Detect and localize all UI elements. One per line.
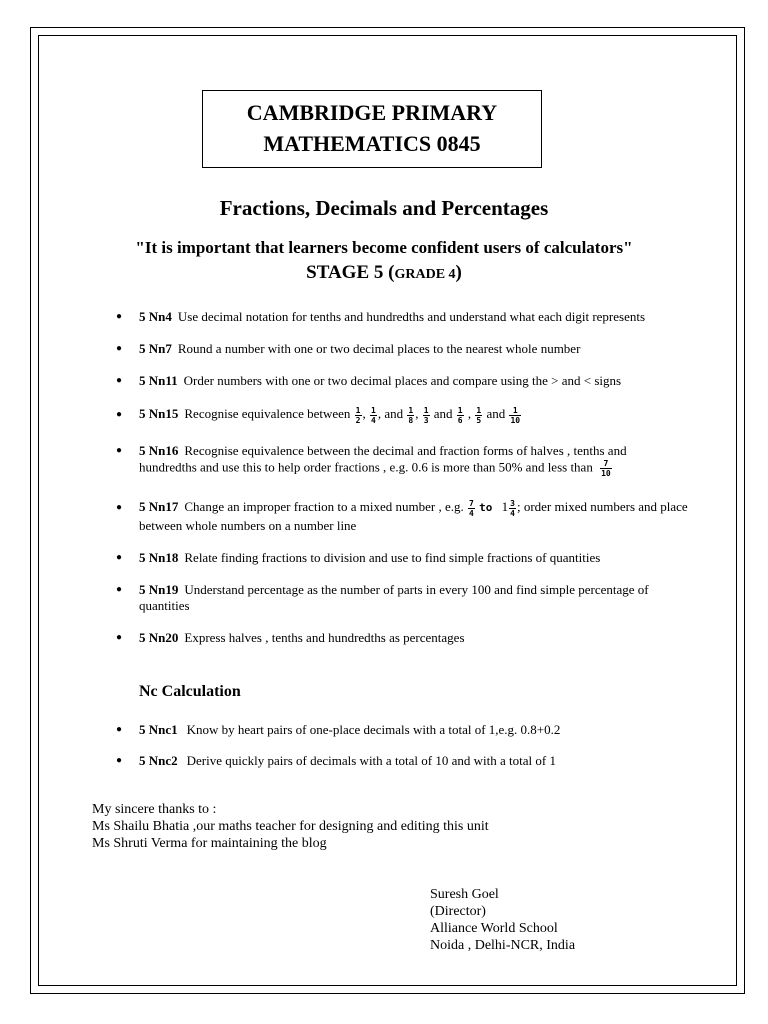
signature-location: Noida , Delhi-NCR, India	[430, 938, 576, 953]
objective-text: Recognise equivalence between	[184, 406, 351, 421]
objective-code: 5 Nn7	[139, 341, 172, 356]
denominator: 3	[423, 415, 429, 425]
fraction-separator: ,	[362, 406, 369, 421]
calc-code: 5 Nnc2	[139, 753, 178, 768]
objective-text-line2: hundredths and use this to help order fractions , e.g. 0.6 is more than 50% and less than	[139, 459, 593, 475]
denominator: 4	[510, 508, 515, 518]
fraction-separator: ,	[464, 406, 475, 421]
fraction	[457, 406, 464, 425]
objective-item	[139, 373, 621, 389]
objective-code: 5 Nn4	[139, 309, 172, 324]
fraction	[423, 406, 430, 425]
objective-text: Use decimal notation for tenths and hundredths and understand what each digit represents	[177, 309, 646, 324]
fraction	[407, 406, 414, 425]
objective-item	[139, 630, 465, 646]
objective-text: Order numbers with one or two decimal places and compare using the > and < signs	[183, 373, 622, 388]
objective-item	[139, 497, 688, 518]
calc-item	[139, 722, 560, 738]
fraction	[600, 459, 612, 478]
bullet-icon: ●	[116, 375, 123, 386]
denominator: 10	[601, 469, 611, 478]
bullet-icon: ●	[116, 502, 123, 513]
thanks-line: Ms Shruti Verma for maintaining the blog	[92, 836, 327, 851]
stage-close: )	[455, 262, 462, 283]
calc-text: Know by heart pairs of one-place decimals with a total of 1,e.g. 0.8+0.2	[186, 722, 561, 737]
signature-name: Suresh Goel	[430, 887, 499, 902]
grade-label: GRADE 4	[394, 267, 456, 282]
objective-item	[139, 582, 649, 614]
fraction-separator: and	[483, 406, 509, 421]
calc-text: Derive quickly pairs of decimals with a total of 10 and with a total of 1	[186, 753, 556, 768]
numerator: 1	[355, 405, 361, 415]
objective-text-line2: quantities	[139, 598, 190, 613]
denominator: 5	[476, 415, 482, 425]
page-subtitle: Fractions, Decimals and Percentages	[219, 196, 549, 220]
signature-block	[430, 886, 575, 954]
objective-code: 5 Nn18	[139, 550, 179, 565]
fraction	[370, 406, 377, 425]
bullet-icon: ●	[116, 724, 123, 735]
calc-code: 5 Nnc1	[139, 722, 178, 737]
bullet-icon: ●	[116, 445, 123, 456]
numerator: 1	[509, 406, 521, 416]
denominator: 10	[510, 415, 521, 425]
thanks-line: My sincere thanks to :	[92, 802, 217, 817]
thanks-block	[92, 801, 489, 852]
numerator: 7	[469, 498, 474, 508]
fraction-list	[354, 405, 522, 425]
title-line-1: CAMBRIDGE PRIMARY	[246, 100, 498, 125]
bullet-icon: ●	[116, 311, 123, 322]
denominator: 2	[355, 415, 361, 425]
denominator: 4	[469, 508, 474, 518]
fraction-separator: ,	[415, 406, 422, 421]
numerator: 1	[457, 405, 463, 415]
objective-code: 5 Nn11	[139, 373, 178, 388]
bullet-icon: ●	[116, 409, 123, 420]
objective-text: Change an improper fraction to a mixed number , e.g.	[184, 499, 464, 514]
denominator: 6	[457, 415, 463, 425]
objective-code: 5 Nn19	[139, 582, 179, 597]
fraction	[468, 499, 475, 518]
objective-text: Round a number with one or two decimal places to the nearest whole number	[177, 341, 581, 356]
title-box	[202, 90, 542, 168]
objective-item	[139, 309, 645, 325]
numerator: 7	[600, 459, 612, 469]
to-word: to	[479, 501, 493, 514]
numerator: 1	[371, 405, 376, 415]
denominator: 4	[371, 415, 376, 425]
mixed-whole: 1	[501, 499, 509, 514]
bullet-icon: ●	[116, 632, 123, 643]
thanks-line: Ms Shailu Bhatia ,our maths teacher for designing and editing this unit	[92, 819, 489, 834]
fraction	[509, 499, 516, 518]
bullet-icon: ●	[116, 343, 123, 354]
signature-role: (Director)	[430, 904, 486, 919]
numerator: 3	[510, 498, 515, 508]
denominator: 8	[408, 415, 414, 425]
numerator: 1	[408, 405, 414, 415]
bullet-icon: ●	[116, 584, 123, 595]
objective-code: 5 Nn16	[139, 443, 179, 458]
signature-school: Alliance World School	[430, 921, 558, 936]
bullet-icon: ●	[116, 755, 123, 766]
objective-item-continued	[139, 518, 356, 534]
objective-code: 5 Nn17	[139, 499, 179, 514]
bullet-icon: ●	[116, 552, 123, 563]
objective-code: 5 Nn15	[139, 406, 179, 421]
objective-text: Recognise equivalence between the decimal and fraction forms of halves , tenths and	[184, 443, 627, 458]
objective-text-line2: between whole numbers on a number line	[139, 518, 357, 533]
quote: "It is important that learners become confident users of calculators"	[135, 238, 633, 257]
fraction-separator: , and	[377, 406, 407, 421]
objective-text: Understand percentage as the number of parts in every 100 and find simple percentage of	[184, 582, 649, 597]
fraction	[355, 406, 362, 425]
objective-item	[139, 443, 627, 478]
fraction-separator: and	[430, 406, 456, 421]
objective-text: Express halves , tenths and hundredths as percentages	[184, 630, 465, 645]
section-heading: Nc Calculation	[139, 683, 241, 700]
stage-heading	[0, 262, 768, 284]
objective-text-post: ; order mixed numbers and place	[516, 499, 688, 514]
calc-item	[139, 753, 556, 769]
fraction	[475, 406, 482, 425]
title-line-2: MATHEMATICS 0845	[263, 131, 481, 156]
numerator: 1	[476, 405, 482, 415]
objective-item	[139, 550, 600, 566]
objective-code: 5 Nn20	[139, 630, 179, 645]
objective-text: Relate finding fractions to division and use to find simple fractions of quantities	[184, 550, 601, 565]
stage-label: STAGE 5 (	[306, 262, 395, 283]
objective-item	[139, 341, 580, 357]
objective-item	[139, 403, 522, 425]
numerator: 1	[423, 405, 429, 415]
fraction	[509, 406, 521, 425]
